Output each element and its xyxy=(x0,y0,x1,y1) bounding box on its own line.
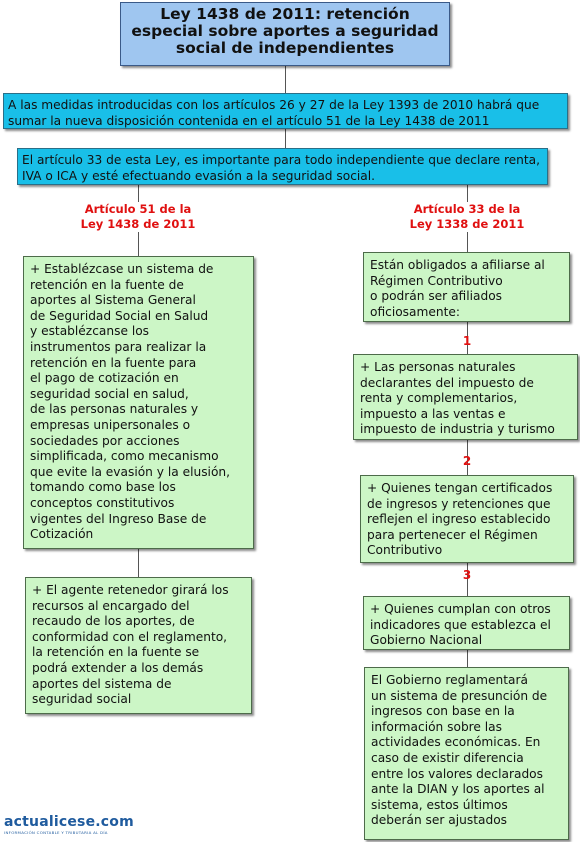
logo-name: actualicese.com xyxy=(4,814,134,830)
connector-left-box1-box2 xyxy=(138,549,139,577)
diagram-title: Ley 1438 de 2011: retención especial sobre aportes a seguridad social de independientes xyxy=(120,2,450,66)
actualicese-logo xyxy=(4,814,134,835)
step-number-1: 1 xyxy=(462,334,472,348)
connector-intro2-left xyxy=(138,185,139,202)
right-column-header: Artículo 33 de la Ley 1338 de 2011 xyxy=(409,202,525,231)
intro-box-articulo-33: El artículo 33 de esta Ley, es importante para todo independiente que declare renta, IVA o ICA y esté efectuando evasión a la seguridad social. xyxy=(17,148,548,185)
right-box-certificados: + Quienes tengan certificados de ingresos y retenciones que reflejen el ingreso establecido para pertenecer el Régimen Contributivo xyxy=(360,475,574,563)
right-box-personas-naturales: + Las personas naturales declarantes del impuesto de renta y complementarios, impuesto a las ventas e impuesto de industria y turismo xyxy=(353,354,578,440)
left-column-header: Artículo 51 de la Ley 1438 de 2011 xyxy=(80,202,196,231)
right-box-gobierno-reglamentara: El Gobierno reglamentará un sistema de presunción de ingresos con base en la información sobre las actividades económicas. En caso de existir diferencia entre los valores declarados ante la DIAN y los aportes al sistema, estos últimos deberán ser ajustados xyxy=(364,667,569,840)
left-box-sistema-retencion: + Establézcase un sistema de retención en la fuente de aportes al Sistema General de Seguridad Social en Salud y establézcanse los instrumentos para realizar la retención en la fuente para el pago de cotización en seguridad social en salud, de las personas naturales y empresas unipersonales o sociedades por acciones simplificada, como mecanismo que evite la evasión y la elusión, tomando como base los conceptos constitutivos vigentes del Ingreso Base de Cotización xyxy=(23,256,254,549)
connector-intro1-intro2 xyxy=(285,129,286,148)
connector-title-intro1 xyxy=(285,66,286,93)
connector-right-header-box1 xyxy=(467,232,468,252)
step-number-3: 3 xyxy=(462,568,472,582)
right-box-otros-indicadores: + Quienes cumplan con otros indicadores que establezca el Gobierno Nacional xyxy=(363,596,570,650)
left-box-agente-retenedor: + El agente retenedor girará los recursos al encargado del recaudo de los aportes, de conformidad con el reglamento, la retención en la fuente se podrá extender a los demás aportes del sistema de seguridad social xyxy=(25,577,252,714)
logo-tagline: INFORMACIÓN CONTABLE Y TRIBUTARIA AL DÍA xyxy=(4,830,108,835)
connector-right-box4-box5 xyxy=(467,650,468,667)
connector-left-header-box1 xyxy=(138,232,139,256)
right-box-obligados: Están obligados a afiliarse al Régimen Contributivo o podrán ser afiliados oficiosamente: xyxy=(363,252,570,322)
connector-intro2-right xyxy=(467,185,468,202)
step-number-2: 2 xyxy=(462,454,472,468)
intro-box-ley-1393: A las medidas introducidas con los artículos 26 y 27 de la Ley 1393 de 2010 habrá que sumar la nueva disposición contenida en el artículo 51 de la Ley 1438 de 2011 xyxy=(3,93,568,129)
